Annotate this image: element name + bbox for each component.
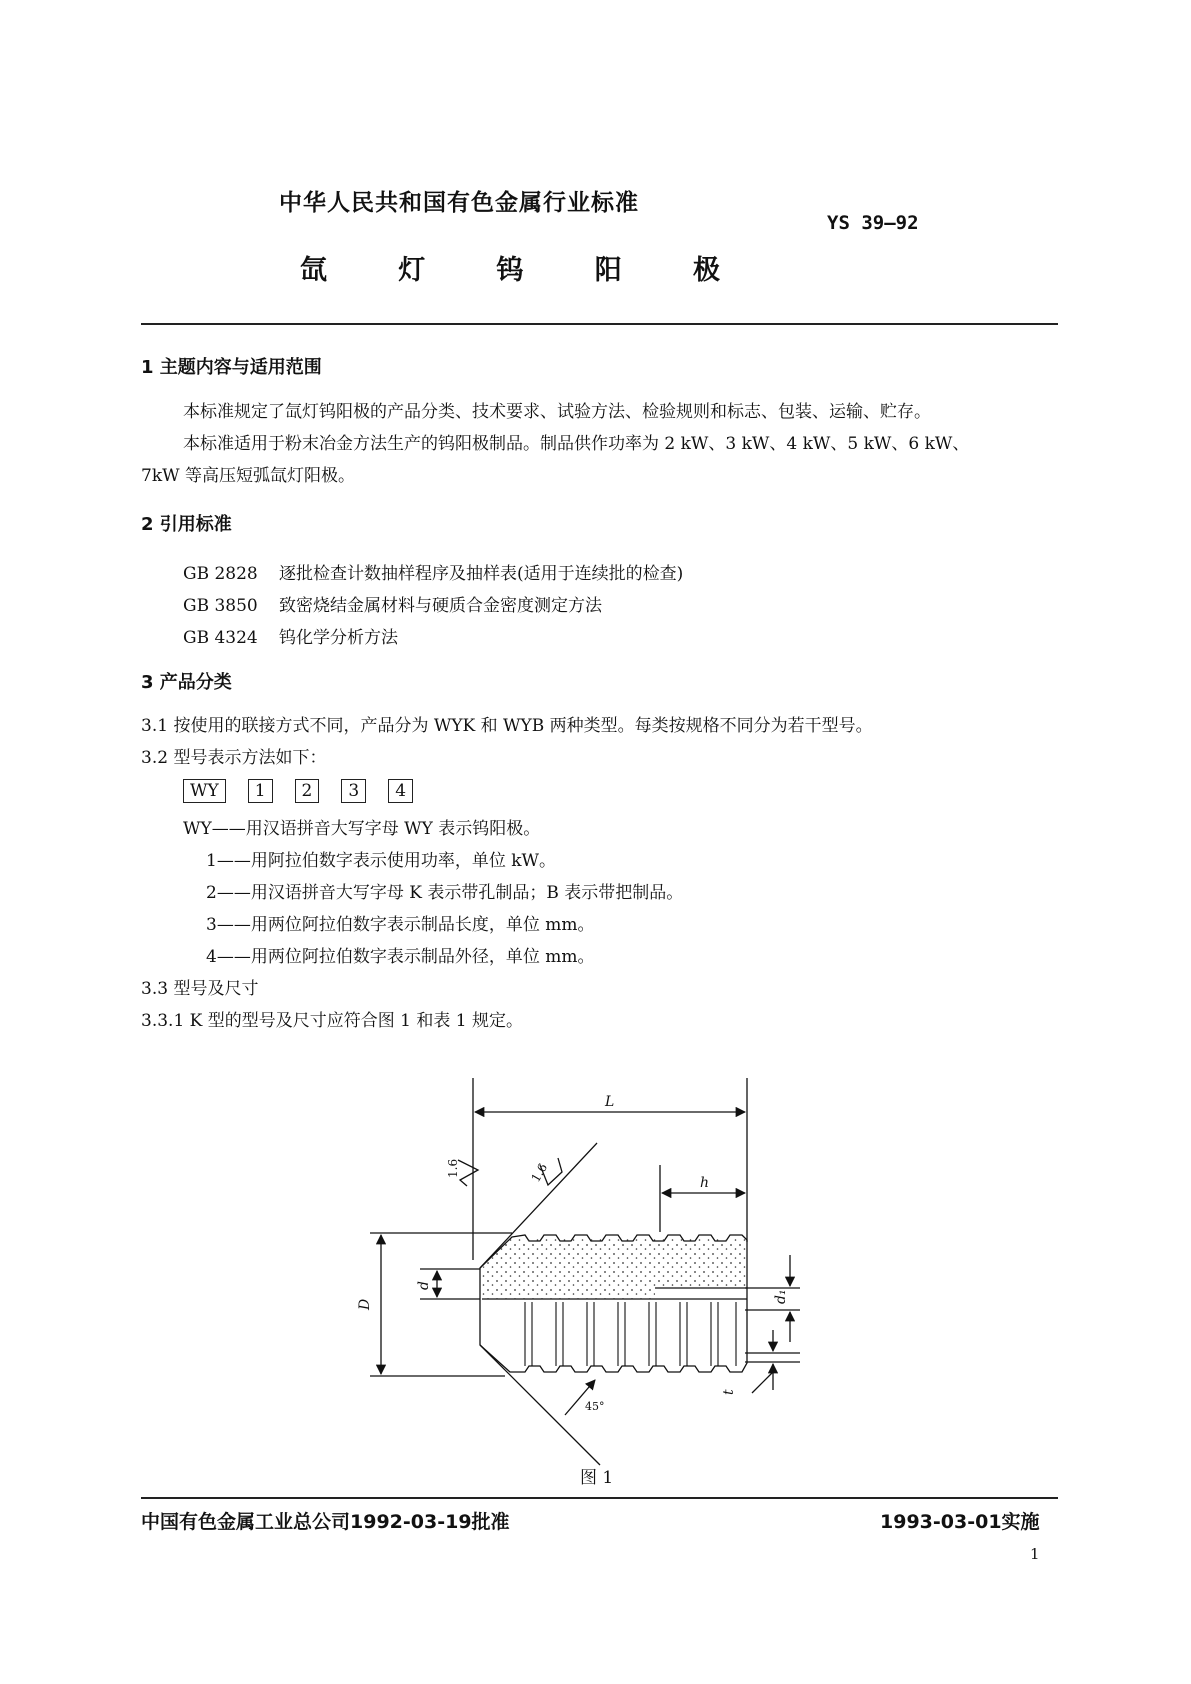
- model-box: 4: [388, 779, 413, 803]
- model-box: 2: [295, 779, 320, 803]
- title-char: 极: [693, 255, 720, 286]
- model-legend-item: 1——用阿拉伯数字表示使用功率，单位 kW。: [206, 851, 556, 871]
- clause-3-3: 3.3 型号及尺寸: [141, 979, 259, 999]
- model-box: 1: [248, 779, 273, 803]
- reference-title: 钨化学分析方法: [279, 628, 398, 648]
- section-1-paragraph: 本标准规定了氙灯钨阳极的产品分类、技术要求、试验方法、检验规则和标志、包装、运输、贮存。: [183, 402, 931, 422]
- label-L: L: [605, 1094, 615, 1110]
- model-box: WY: [183, 779, 226, 803]
- clause-3-1: 3.1 按使用的联接方式不同，产品分为 WYK 和 WYB 两种类型。每类按规格不同分为若干型号。: [141, 716, 873, 736]
- label-D: D: [357, 1298, 373, 1310]
- standard-code: YS 39—92: [827, 212, 919, 234]
- label-d1: d₁: [773, 1289, 789, 1304]
- section-1-paragraph: 7kW 等高压短弧氙灯阳极。: [141, 466, 355, 486]
- section-3-heading: 3 产品分类: [141, 672, 232, 693]
- model-legend-item: 4——用两位阿拉伯数字表示制品外径，单位 mm。: [206, 947, 595, 967]
- model-legend-item: 2——用汉语拼音大写字母 K 表示带孔制品；B 表示带把制品。: [206, 883, 684, 903]
- figure-caption: 图 1: [580, 1468, 614, 1488]
- footer-divider: [141, 1497, 1058, 1499]
- label-roughness-1: 1.6: [446, 1158, 460, 1178]
- reference-title: 致密烧结金属材料与硬质合金密度测定方法: [279, 596, 602, 616]
- reference-code: GB 4324: [183, 628, 258, 648]
- label-d: d: [416, 1281, 432, 1290]
- standard-name: 中华人民共和国有色金属行业标准: [279, 190, 639, 216]
- section-2-heading: 2 引用标准: [141, 514, 232, 535]
- reference-title: 逐批检查计数抽样程序及抽样表(适用于连续批的检查): [279, 564, 684, 584]
- page-number: 1: [1030, 1545, 1040, 1563]
- effective-date: 1993-03-01实施: [880, 1511, 1040, 1533]
- approval-line: 中国有色金属工业总公司1992-03-19批准: [141, 1511, 510, 1533]
- clause-3-3-1: 3.3.1 K 型的型号及尺寸应符合图 1 和表 1 规定。: [141, 1011, 524, 1031]
- model-legend-item: WY——用汉语拼音大写字母 WY 表示钨阳极。: [183, 819, 541, 839]
- label-45-degree: 45°: [585, 1400, 605, 1413]
- title-char: 灯: [398, 255, 426, 286]
- model-legend-item: 3——用两位阿拉伯数字表示制品长度，单位 mm。: [206, 915, 595, 935]
- label-roughness-2: 1.6: [528, 1160, 551, 1185]
- section-1-paragraph: 本标准适用于粉末冶金方法生产的钨阳极制品。制品供作功率为 2 kW、3 kW、4 kW、5 kW、6 kW、: [183, 434, 970, 454]
- model-box: 3: [341, 779, 366, 803]
- label-t: t: [721, 1389, 737, 1395]
- clause-3-2: 3.2 型号表示方法如下：: [141, 748, 327, 768]
- title-char: 氙: [300, 255, 327, 286]
- title-char: 钨: [496, 255, 524, 286]
- section-1-heading: 1 主题内容与适用范围: [141, 357, 322, 378]
- title-char: 阳: [594, 255, 622, 286]
- label-h: h: [700, 1175, 710, 1191]
- reference-code: GB 2828: [183, 564, 258, 584]
- reference-code: GB 3850: [183, 596, 258, 616]
